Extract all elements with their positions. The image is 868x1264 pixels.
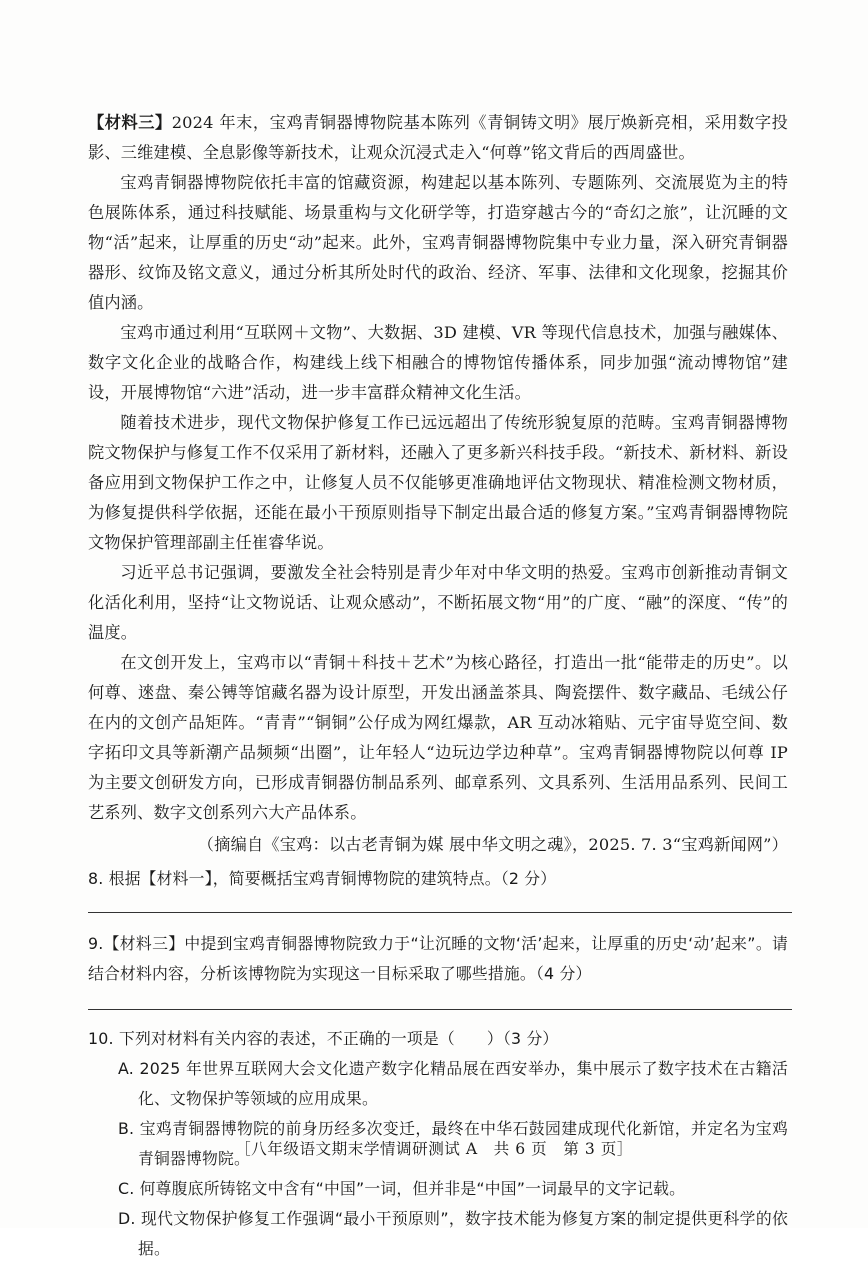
- material3-paragraph-4: 随着技术进步，现代文物保护修复工作已远远超出了传统形貌复原的范畴。宝鸡青铜器博物院文物保护与修复工作不仅采用了新材料，还融入了更多新兴科技手段。“新技术、新材料、新设备应用到文物保护工作之中，让修复人员不仅能够更准确地评估文物现状、精准检测文物材质，为修复提供科学依据，还能在最小干预原则指导下制定出最合适的修复方案。”宝鸡青铜器博物院文物保护管理部副主任崔睿华说。: [88, 413, 788, 552]
- question-10: 10. 下列对材料有关内容的表述，不正确的一项是（ ）（3 分）: [88, 1029, 559, 1048]
- option-a[interactable]: A. 2025 年世界互联网大会文化遗产数字化精品展在西安举办，集中展示了数字技术在古籍活化、文物保护等领域的应用成果。: [118, 1059, 788, 1108]
- material3-paragraph-3: 宝鸡市通过利用“互联网＋文物”、大数据、3D 建模、VR 等现代信息技术，加强与融媒体、数字文化企业的战略合作，构建线上线下相融合的博物馆传播体系，同步加强“流动博物馆”建设，开展博物馆“六进”活动，进一步丰富群众精神文化生活。: [88, 323, 788, 402]
- material3-label: 【材料三】: [88, 113, 172, 132]
- material3-paragraph-6: 在文创开发上，宝鸡市以“青铜＋科技＋艺术”为核心路径，打造出一批“能带走的历史”。以何尊、逨盘、秦公镈等馆藏名器为设计原型，开发出涵盖茶具、陶瓷摆件、数字藏品、毛绒公仔在内的文创产品矩阵。“青青”“铜铜”公仔成为网红爆款，AR 互动冰箱贴、元宇宙导览空间、数字拓印文具等新潮产品频频“出圈”，让年轻人“边玩边学边种草”。宝鸡青铜器博物院以何尊 IP 为主要文创研发方向，已形成青铜器仿制品系列、邮章系列、文具系列、生活用品系列、民间工艺系列、数字文创系列六大产品体系。: [88, 653, 788, 822]
- material3-intro: [88, 108, 788, 168]
- material3-paragraph-5: 习近平总书记强调，要激发全社会特别是青少年对中华文明的热爱。宝鸡市创新推动青铜文化活化利用，坚持“让文物说话、让观众感动”，不断拓展文物“用”的广度、“融”的深度、“传”的温度。: [88, 563, 788, 642]
- source-citation: （摘编自《宝鸡：以古老青铜为媒 展中华文明之魂》，2025. 7. 3“宝鸡新闻网”）: [197, 835, 788, 854]
- option-c[interactable]: C. 何尊腹底所铸铭文中含有“中国”一词，但并非是“中国”一词最早的文字记载。: [118, 1179, 686, 1198]
- material3-paragraph-2: 宝鸡青铜器博物院依托丰富的馆藏资源，构建起以基本陈列、专题陈列、交流展览为主的特色展陈体系，通过科技赋能、场景重构与文化研学等，打造穿越古今的“奇幻之旅”，让沉睡的文物“活”起来，让厚重的历史“动”起来。此外，宝鸡青铜器博物院集中专业力量，深入研究青铜器器形、纹饰及铭文意义，通过分析其所处时代的政治、经济、军事、法律和文化现象，挖掘其价值内涵。: [88, 173, 788, 312]
- question-9: 9.【材料三】中提到宝鸡青铜器博物院致力于“让沉睡的文物‘活’起来，让厚重的历史‘动’起来”。请结合材料内容，分析该博物院为实现这一目标采取了哪些措施。（4 分）: [88, 934, 788, 983]
- question-8: 8. 根据【材料一】，简要概括宝鸡青铜博物院的建筑特点。（2 分）: [88, 869, 557, 888]
- page-content: [88, 108, 788, 1264]
- option-b[interactable]: B. 宝鸡青铜器博物院的前身历经多次变迁，最终在中华石鼓园建成现代化新馆，并定名为宝鸡青铜器博物院。: [118, 1119, 788, 1168]
- material3-paragraph-1: 2024 年末，宝鸡青铜器博物院基本陈列《青铜铸文明》展厅焕新亮相，采用数字投影、三维建模、全息影像等新技术，让观众沉浸式走入“何尊”铭文背后的西周盛世。: [88, 113, 789, 162]
- answer-line-q9[interactable]: [88, 1009, 792, 1010]
- option-d[interactable]: D. 现代文物保护修复工作强调“最小干预原则”，数字技术能为修复方案的制定提供更科学的依据。: [118, 1209, 788, 1258]
- answer-line-q8[interactable]: [88, 912, 792, 913]
- page-footer: ［八年级语文期末学情调研测试 A 共 6 页 第 3 页］: [235, 1140, 633, 1158]
